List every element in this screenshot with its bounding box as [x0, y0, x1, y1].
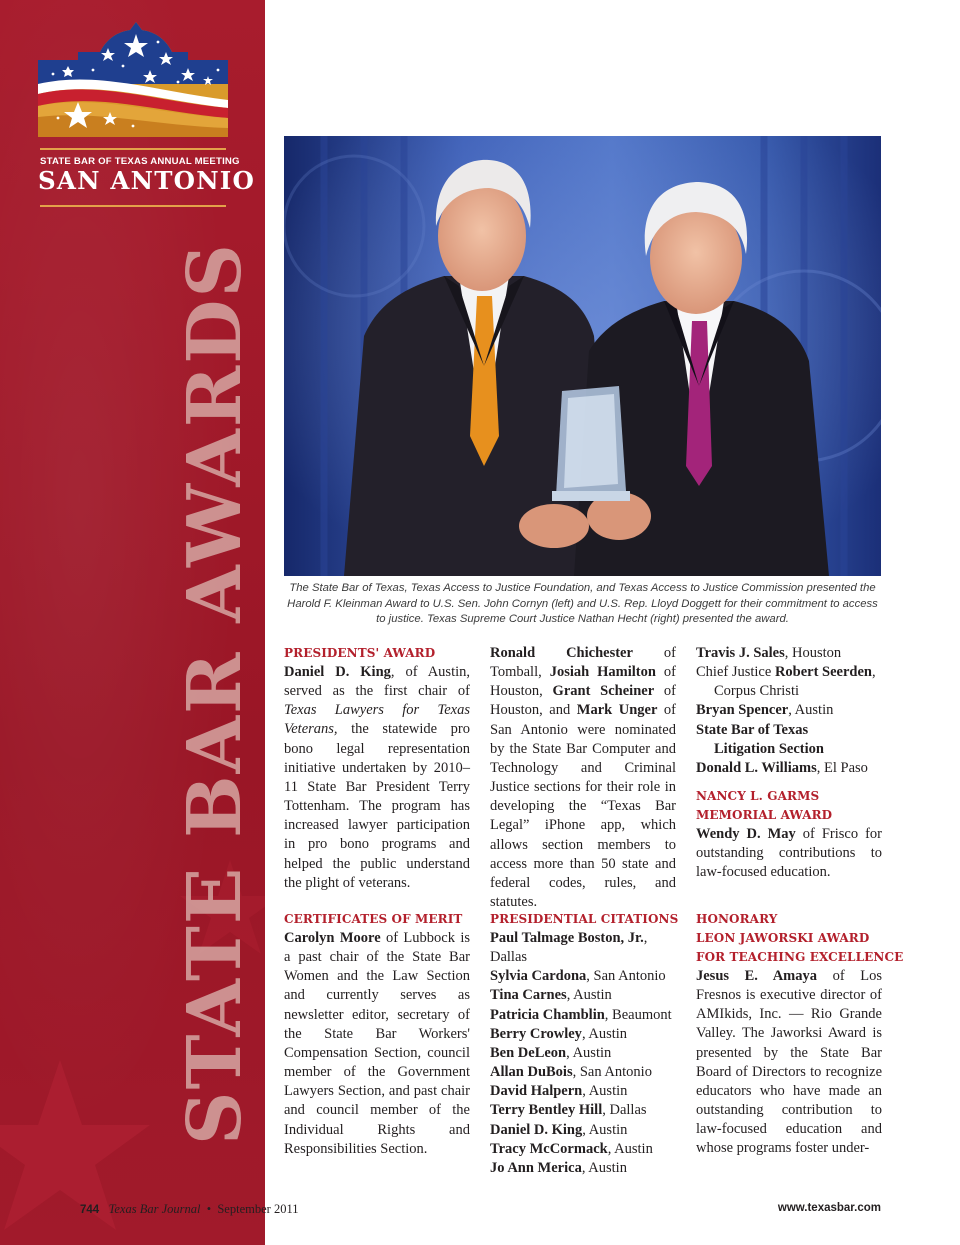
logo-rule-bottom — [40, 205, 226, 207]
issue-date: September 2011 — [217, 1202, 299, 1216]
citation-item — [490, 986, 676, 1005]
citation-name: Tracy McCormack — [490, 1140, 608, 1157]
citation-item: State Bar of Texas — [696, 721, 809, 738]
citations-continued-list — [696, 644, 882, 778]
citation-item: Travis J. Sales, Houston — [696, 645, 842, 661]
annual-meeting-label: STATE BAR OF TEXAS ANNUAL MEETING — [40, 156, 240, 167]
citation-city: , Austin — [582, 1083, 628, 1100]
certificates-name: Carolyn Moore — [284, 930, 381, 946]
citation-city: , Austin — [581, 1159, 627, 1176]
citation-city: , Austin — [607, 1140, 653, 1157]
presidential-citations-column — [490, 910, 679, 1178]
iphone-app-paragraph: Ronald Chichester of Tomball, Josiah Hamilton of Houston, Grant Scheiner of Houston, and Mark Unger of San Antonio were nominated by the State Bar Computer and Technology and Criminal Justice sections for their role in developing the “Texas Bar Legal” iPhone app, which allows section members to access more than 50 state and federal codes, rules, and statutes. — [490, 645, 676, 911]
citation-city: , Dallas — [602, 1102, 647, 1119]
jaworski-heading-line2: LEON JAWORSKI AWARD — [696, 931, 870, 945]
citation-item: Bryan Spencer, Austin — [696, 702, 834, 719]
citation-item: Chief Justice Robert Seerden, — [696, 664, 876, 681]
citation-name: Paul Talmage Boston, Jr. — [490, 930, 644, 946]
citation-item — [490, 1006, 676, 1025]
program-name: Texas Lawyers for Texas Veterans, — [284, 702, 470, 738]
citation-name: Jo Ann Merica — [490, 1159, 582, 1176]
page-number: 744 — [80, 1204, 100, 1216]
presidents-award-name: Daniel D. King — [284, 664, 391, 680]
citation-item — [490, 1101, 676, 1120]
garms-text: Wendy D. May of Frisco for outstanding contributions to law-focused education. — [696, 826, 882, 881]
jaworski-column — [696, 910, 904, 1159]
website-link[interactable]: www.texasbar.com — [777, 1202, 881, 1214]
presidents-award-heading: PRESIDENTS' AWARD — [284, 646, 436, 660]
citation-name: Berry Crowley — [490, 1025, 582, 1042]
citations-continued-column — [696, 644, 882, 883]
jaworski-text: Jesus E. Amaya of Los Fresnos is executive director of AMIkids, Inc. — Rio Grande Valley. The Jaworksi Award is presented by the State Bar Board of Directors to recognize educators who have made an outstanding contribution to law-focused education and whose programs foster under- — [696, 968, 882, 1157]
garms-name: Wendy D. May — [696, 826, 796, 843]
certificates-text: Carolyn Moore of Lubbock is a past chair of the State Bar Women and the Law Section and currently serves as newsletter editor, secretary of the State Bar Workers' Compensation Section, council member of the Government Lawyers Section, and past chair and council member of the Individual Rights and Responsibilities Section. — [284, 930, 470, 1157]
alamo-flag-logo-icon — [38, 22, 228, 137]
citation-item — [490, 1063, 676, 1082]
citation-item — [490, 929, 676, 967]
citations-heading: PRESIDENTIAL CITATIONS — [490, 912, 679, 926]
citation-name: Allan DuBois — [490, 1064, 573, 1081]
citations-list — [490, 929, 676, 1178]
annual-meeting-logo — [38, 22, 228, 137]
citation-item: Corpus Christi — [714, 683, 799, 700]
jaworski-name: Jesus E. Amaya — [696, 968, 817, 984]
certificates-heading: CERTIFICATES OF MERIT — [284, 912, 463, 926]
footer-separator: • — [206, 1202, 212, 1216]
section-title-vertical: STATE BAR AWARDS — [172, 242, 258, 1145]
citation-name: David Halpern — [490, 1083, 583, 1100]
citation-city: , San Antonio — [572, 1064, 652, 1081]
citation-item — [490, 1140, 676, 1159]
citation-item — [490, 1082, 676, 1101]
certificates-column — [284, 910, 470, 1159]
citation-city: , Austin — [566, 1044, 612, 1061]
photo-caption: The State Bar of Texas, Texas Access to Justice Foundation, and Texas Access to Justice Commission presented the Harold F. Kleinman Award to U.S. Sen. John Cornyn (left) and U.S. Rep. Lloyd Doggett for their commitment to access to justice. Texas Supreme Court Justice Nathan Hecht (right) presented the award. — [287, 582, 878, 625]
citation-city: , Austin — [581, 1025, 628, 1042]
presidents-award-text: Daniel D. King, of Austin, served as the first chair of Texas Lawyers for Texas Veterans, the statewide pro bono legal representation initiative undertaken by 2010–11 State Bar President Terry Tottenham. The program has increased lawyer participation in pro bono programs and helped the public understand the plight of veterans. — [284, 664, 471, 891]
jaworski-heading-line1: HONORARY — [696, 912, 778, 926]
citation-item — [490, 1044, 676, 1063]
citation-name: Tina Carnes — [490, 987, 567, 1004]
citation-name: Ben DeLeon — [490, 1044, 567, 1061]
photo-illustration — [284, 136, 881, 576]
logo-rule-top — [40, 148, 226, 150]
page-footer — [80, 1202, 298, 1217]
city-label: SAN ANTONIO — [38, 166, 255, 195]
citation-item — [490, 1159, 676, 1178]
presidents-award-column — [284, 644, 470, 893]
citation-item — [490, 967, 676, 986]
jaworski-heading-line3: FOR TEACHING EXCELLENCE — [696, 950, 904, 964]
garms-heading-line1: NANCY L. GARMS — [696, 789, 820, 804]
citation-name: Sylvia Cardona — [490, 968, 587, 985]
citation-city: , Dallas — [490, 930, 648, 966]
citation-city: , Austin — [582, 1121, 628, 1138]
citation-city: , Beaumont — [604, 1006, 672, 1023]
red-sidebar — [0, 0, 265, 1245]
citation-item — [490, 1025, 676, 1044]
citation-name: Terry Bentley Hill — [490, 1102, 603, 1119]
citation-item: Litigation Section — [714, 740, 824, 757]
citation-name: Patricia Chamblin — [490, 1006, 605, 1023]
citation-city: , Austin — [566, 987, 612, 1004]
award-photo — [284, 136, 881, 576]
citation-city: , San Antonio — [586, 968, 666, 985]
citation-name: Daniel D. King — [490, 1121, 583, 1138]
garms-heading-line2: MEMORIAL AWARD — [696, 808, 833, 823]
citation-item — [490, 1121, 676, 1140]
journal-name: Texas Bar Journal — [108, 1202, 201, 1216]
citation-item: Donald L. Williams, El Paso — [696, 759, 868, 776]
